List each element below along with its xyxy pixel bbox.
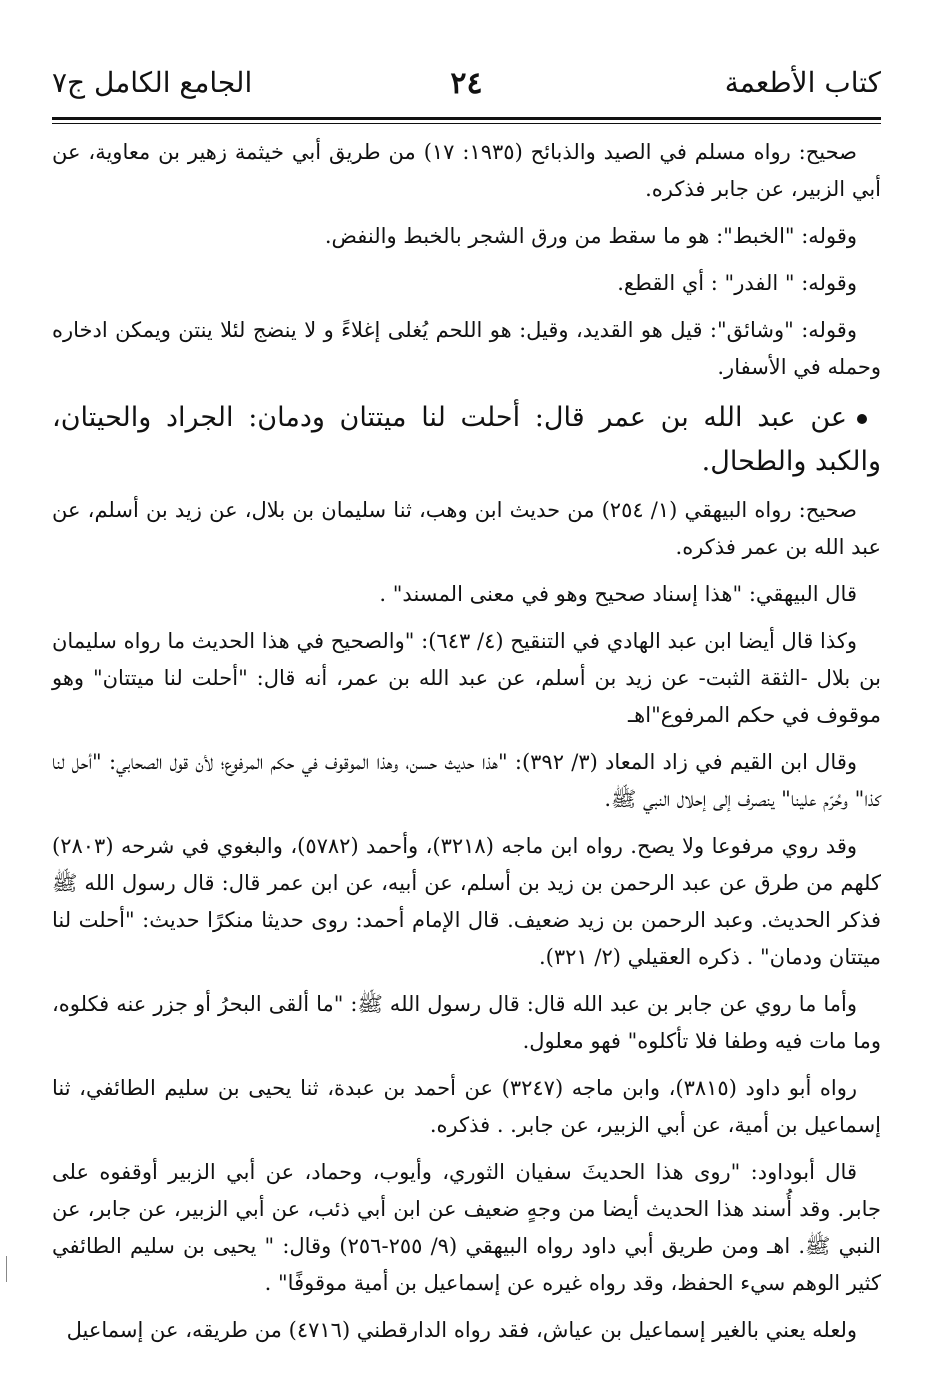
paragraph: وكذا قال أيضا ابن عبد الهادي في التنقيح (٤/ ٦٤٣): "والصحيح في هذا الحديث ما رواه سليمان بن بلال -الثقة الثبت- عن زيد بن أسلم، عن عبد الله بن عمر، أنه قال: "أحلت لنا ميتتان" وهو موقوف في حكم المرفوع"اهـ — [52, 629, 881, 727]
margin-mark — [6, 1256, 7, 1282]
paragraph: وقد روي مرفوعا ولا يصح. رواه ابن ماجه (٣٢١٨)، وأحمد (٥٧٨٢)، والبغوي في شرحه (٢٨٠٣) كلهم من طرق عن عبد الرحمن بن زيد بن أسلم، عن أبيه، عن ابن عمر قال: قال رسول الله ﷺ فذكر الحديث. وعبد الرحمن بن زيد ضعيف. قال الإمام أحمد: روى حديثا منكرًا حديث: "أحلت لنا ميتتان ودمان" . ذكره العقيلي (٢/ ٣٢١). — [52, 834, 881, 969]
paragraph: وقوله: "الخبط": هو ما سقط من ورق الشجر بالخبط والنفض. — [324, 224, 857, 248]
header-rule-thin — [52, 123, 881, 124]
page-header — [52, 66, 881, 112]
chapter-title: كتاب الأطعمة — [724, 66, 881, 99]
paragraph: وقال ابن القيم في زاد المعاد (٣/ ٣٩٢): "هذا حديث حسن، وهذا الموقوف في حكم المرفوع؛ لأن قول الصحابي: "أحل لنا كذا" وحُرّم علينا" ينصرف إلى إحلال النبي ﷺ. — [52, 750, 881, 811]
paragraph: وقوله: "وشائق": قيل هو القديد، وقيل: هو اللحم يُغلى إغلاءً و لا ينضج لئلا ينتن ويمكن ادخاره وحمله في الأسفار. — [52, 318, 881, 379]
page-number: ٢٤ — [450, 66, 483, 101]
bullet-icon — [857, 414, 867, 424]
paragraph: وقوله: " الفدر" : أي القطع. — [617, 271, 857, 295]
paragraph: وأما ما روي عن جابر بن عبد الله قال: قال رسول الله ﷺ: "ما ألقى البحرُ أو جزر عنه فكلوه، وما مات فيه وطفا فلا تأكلوه" فهو معلول. — [52, 992, 881, 1053]
paragraph: صحيح: رواه البيهقي (١/ ٢٥٤) من حديث ابن وهب، ثنا سليمان بن بلال، عن زيد بن أسلم، عن عبد الله بن عمر فذكره. — [52, 498, 881, 559]
paragraph: رواه أبو داود (٣٨١٥)، وابن ماجه (٣٢٤٧) عن أحمد بن عبدة، ثنا يحيى بن سليم الطائفي، ثنا إسماعيل بن أمية، عن أبي الزبير، عن جابر. . فذكره. — [52, 1076, 881, 1137]
paragraph: صحيح: رواه مسلم في الصيد والذبائح (١٩٣٥: ١٧) من طريق أبي خيثمة زهير بن معاوية، عن أبي الزبير، عن جابر فذكره. — [52, 140, 881, 201]
header-rule-thick — [52, 117, 881, 120]
page-body — [52, 134, 881, 1359]
paragraph: ولعله يعني بالغير إسماعيل بن عياش، فقد رواه الدارقطني (٤٧١٦) من طريقه، عن إسماعيل — [66, 1318, 857, 1342]
hadith-body: عن عبد الله بن عمر قال: أحلت لنا ميتتان ودمان: الجراد والحيتان، والكبد والطحال. — [52, 402, 881, 477]
paragraph: قال أبوداود: "روى هذا الحديثَ سفيان الثوري، وأيوب، وحماد، عن أبي الزبير أوقفوه على جابر. وقد أُسند هذا الحديث أيضا من وجهٍ ضعيف عن ابن أبي ذئب، عن أبي الزبير، عن جابر، عن النبي ﷺ. اهـ ومن طريق أبي داود رواه البيهقي (٩/ ٢٥٥-٢٥٦) وقال: " يحيى بن سليم الطائفي كثير الوهم سيء الحفظ، وقد رواه غيره عن إسماعيل بن أمية موقوفًا" . — [52, 1160, 882, 1295]
paragraph: قال البيهقي: "هذا إسناد صحيح وهو في معنى المسند" . — [379, 582, 857, 606]
book-title: الجامع الكامل ج٧ — [52, 66, 253, 99]
hadith-text — [52, 396, 881, 484]
